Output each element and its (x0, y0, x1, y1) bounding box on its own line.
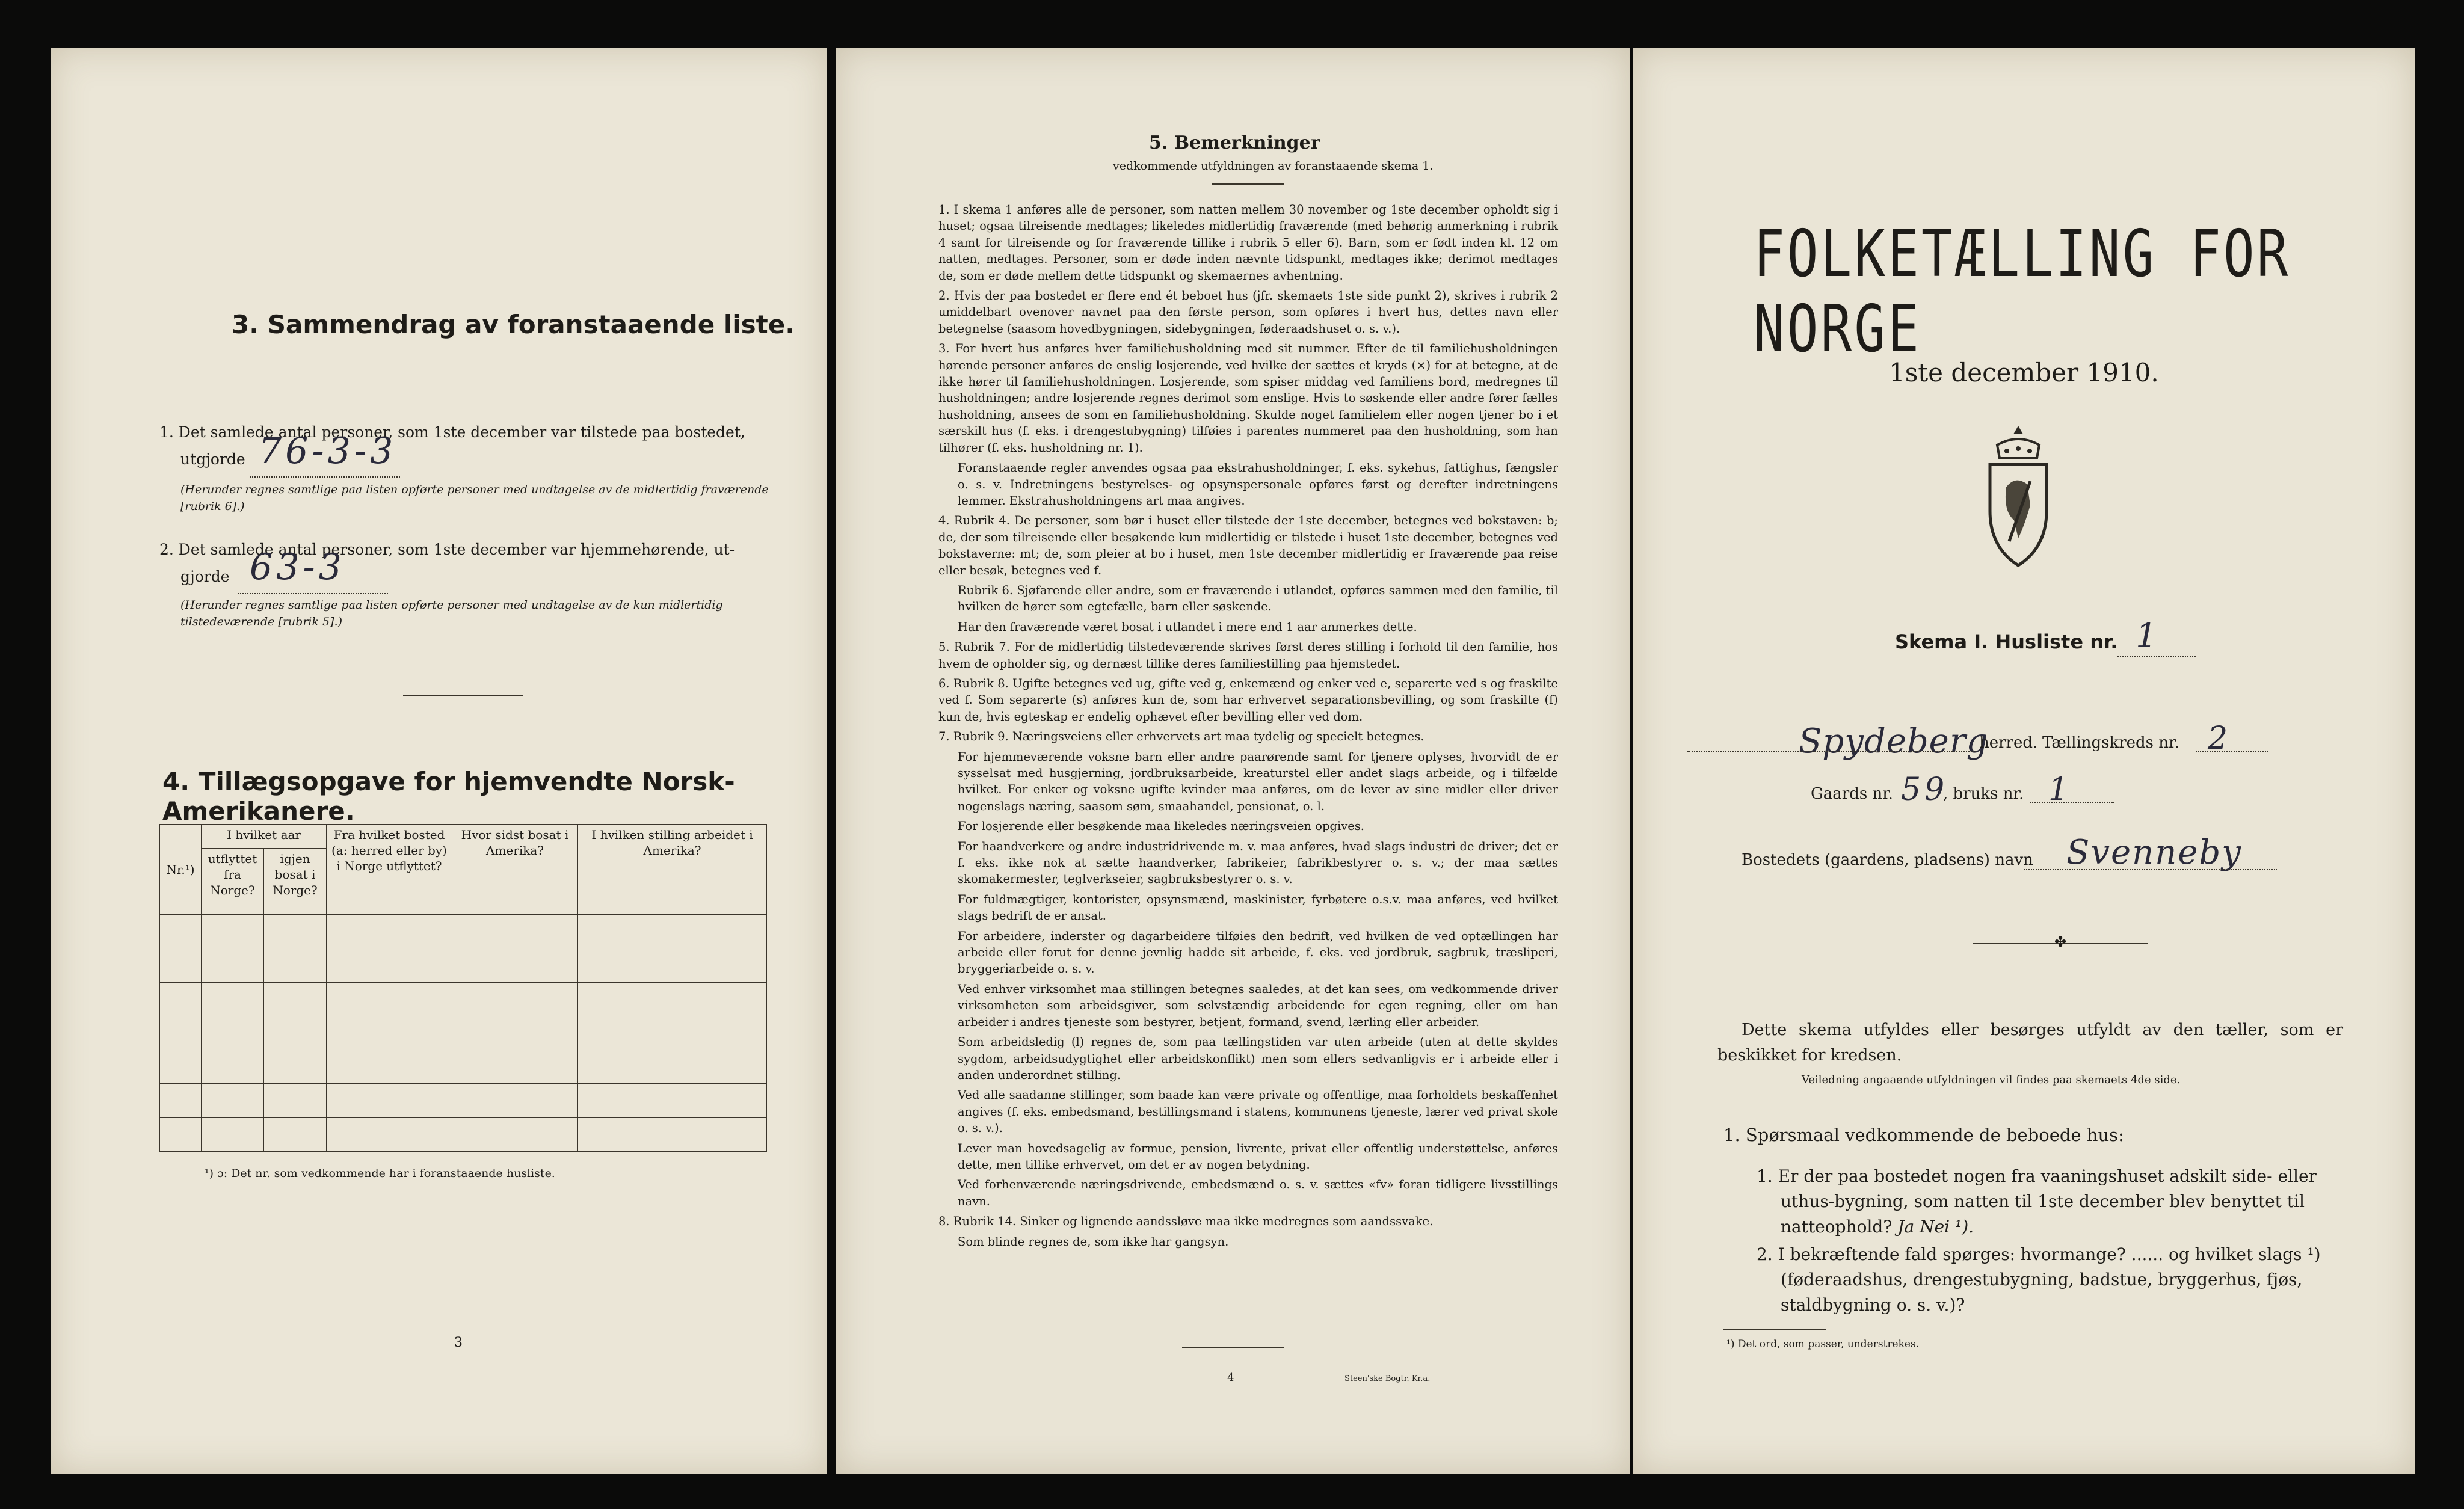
divider (403, 695, 523, 696)
question-2: 2. I bekræftende fald spørges: hvormange? ...... og hvilket slags ¹) (føderaadshus, drengestubygning, badstue, bryggerhus, fjøs, staldbygning o. s. v.)? (1757, 1244, 2321, 1315)
footnote-divider (1723, 1329, 1826, 1330)
table-row (160, 982, 767, 1016)
bruks-line (2030, 802, 2114, 804)
remark-item: Har den fraværende været bosat i utlandet i mere end 1 aar anmerkes dette. (958, 619, 1417, 634)
bruks-label: , bruks nr. (1943, 785, 2024, 803)
husliste-nr: 1 (2136, 616, 2161, 656)
col-stilling: I hvilken stilling arbeidet i Amerika? (578, 825, 767, 915)
bottom-divider (1182, 1347, 1284, 1348)
remarks-divider (1212, 183, 1284, 185)
remark-item: 4. Rubrik 4. De personer, som bør i huset eller tilstede der 1ste december, betegnes ved bokstaven: b; de, der som tilreisende eller besøkende kun midlertidig er tilstede i huset 1ste december, betegnes ved bokstaverne: mt; de, som pleier at bo i huset, men 1ste december midlertidig er fraværende paa reise eller besøk, betegnes ved f. (938, 514, 1558, 577)
item2-value: 63-3 (250, 546, 345, 588)
info-text: Dette skema utfyldes eller besørges utfyldt av den tæller, som er beskikket for kredsen. (1717, 1021, 2343, 1065)
question-section: 1. Spørsmaal vedkommende de beboede hus: (1723, 1125, 2124, 1145)
table-row (160, 1050, 767, 1084)
remark-item: 2. Hvis der paa bostedet er flere end ét beboet hus (jfr. skemaets 1ste side punkt 2), skrives i rubrik 2 umiddelbart ovenover navnet paa den første person, som opføres i hvert hus, dettes navn eller betegnelse (saasom hovedbygningen, sidebygningen, føderaadshuset o. s. v.). (938, 289, 1558, 336)
remark-item: 1. I skema 1 anføres alle de personer, som natten mellem 30 november og 1ste december opholdt sig i huset; ogsaa tilreisende medtages; likeledes midlertidig fraværende (med behørig anmerkning i rubrik 4 samt for tilreisende og for fraværende tillike i rubrik 5 eller 6). Barn, som er født inden kl. 12 om natten, medtages. Personer, som er døde inden nævnte tidspunkt, medtages ikke; derimot medtages de, som er døde mellem dette tidspunkt og skemaernes avhentning. (938, 203, 1558, 283)
remark-item: 6. Rubrik 8. Ugifte betegnes ved ug, gifte ved g, enkemænd og enker ved e, separerte ved s og fraskilte ved f. Som separerte (s) anføres kun de, som har erhvervet separationsbevilling, og som fraskilte (f) kun de, hvis egteskap er endelig ophævet efter bevilling eller ved dom. (938, 676, 1558, 724)
table-row (160, 1084, 767, 1117)
page3-footnote: ¹) ɔ: Det nr. som vedkommende har i foranstaaende husliste. (205, 1167, 555, 1180)
table-row (160, 1016, 767, 1050)
ornament-icon: ✤ (2054, 933, 2067, 950)
item2-note: (Herunder regnes samtlige paa listen opførte personer med undtagelse av de kun midlertidig tilstedeværende [rubrik 5].) (180, 598, 723, 628)
remark-item: Lever man hovedsagelig av formue, pension, livrente, privat eller offentlig understøttelse, anføres dette, men tillike erhvervet, om det er av nogen betydning. (958, 1141, 1558, 1172)
remark-item: For haandverkere og andre industridrivende m. v. maa anføres, hvad slags industri de driver; det er f. eks. ikke nok at sætte haandverker, fabrikeier, fabrikbestyrer o. s. v.; der maa sættes skomakermester, teglverkseier, sagbruksbestyrer o. s. v. (958, 839, 1558, 887)
remarks-subtitle: vedkommende utfyldningen av foranstaaende skema 1. (1113, 159, 1434, 173)
col-igjen: igjen bosat i Norge? (264, 849, 327, 915)
col-group: I hvilket aar (202, 825, 327, 849)
skema-label: Skema I. Husliste nr. (1895, 630, 2118, 653)
coat-of-arms-icon (1973, 421, 2063, 571)
remarks-title: 5. Bemerkninger (1149, 132, 1320, 153)
krets-label: Tællingskreds nr. (2042, 734, 2179, 752)
census-date: 1ste december 1910. (1889, 358, 2159, 387)
remark-item: Som blinde regnes de, som ikke har gangsyn. (958, 1234, 1229, 1249)
item2-line: 2. Det samlede antal personer, som 1ste december var hjemmehørende, ut- (159, 541, 735, 558)
remark-item: Foranstaaende regler anvendes ogsaa paa ekstrahusholdninger, f. eks. sykehus, fattighus, fængsler o. s. v. Indretningens bestyrelses- og opsynspersonale opføres først og derefter indretningens lemmer. Ekstrahusholdningens art maa angives. (958, 461, 1558, 508)
remark-item: 8. Rubrik 14. Sinker og lignende aandssløve maa ikke medregnes som aandssvake. (938, 1214, 1434, 1229)
col-nr: Nr.¹) (160, 825, 202, 915)
page-3 (51, 48, 827, 1474)
herred-line (1687, 751, 1976, 752)
question-1 (1757, 1164, 2370, 1240)
bosted-value: Svenneby (2066, 833, 2242, 872)
remarks-list (938, 201, 1558, 1253)
section-3-title: 3. Sammendrag av foranstaaende liste. (232, 310, 795, 339)
table-row (160, 915, 767, 948)
remark-item: For hjemmeværende voksne barn eller andre paarørende samt for tjenere oplyses, hvorvidt de er sysselsat med husgjerning, jordbruksarbeide, kreaturstel eller andet slags arbeide, og i tilfælde hvilket. For enker og voksne ugifte kvinder maa anføres, om de lever av sine midler eller driver nogenslags næring, saasom søm, smaahandel, pensionat, o. l. (958, 749, 1558, 813)
krets-value: 2 (2208, 721, 2232, 757)
census-title: FOLKETÆLLING FOR NORGE (1754, 217, 2291, 367)
item2-dotted-line (238, 593, 388, 595)
herred-label: herred. (1979, 734, 2038, 752)
herred-value: Spydeberg (1799, 722, 1989, 761)
husliste-line (2118, 656, 2196, 657)
remark-item: 3. For hvert hus anføres hver familiehusholdning med sit nummer. Efter de til familiehusholdningen hørende personer anføres de enslig losjerende, ved hvilke der sættes et kryds (×) for at betegne, at de ikke hører til familiehusholdningen. Losjerende, som spiser middag ved familiens bord, medregnes til husholdningen; andre losjerende regnes derimot som enslige. Hvis to søskende eller andre fører fælles husholdning, ansees de som en familiehusholdning. Skulde noget familielem eller nogen tjener bo i et særskilt hus (f. eks. i drengestubygning) tilføies i parentes nummeret paa den husholdning, som han tilhører (f. eks. husholdning nr. 1). (938, 342, 1558, 455)
gaards-value: 59 (1901, 772, 1948, 808)
page1-footnote: ¹) Det ord, som passer, understrekes. (1726, 1338, 1920, 1350)
page-4 (836, 48, 1630, 1474)
remark-item: Som arbeidsledig (l) regnes de, som paa tællingstiden var uten arbeide (uten at dette skyldes sygdom, arbeidsudygtighet eller arbeidskonflikt) men som ellers sedvanligvis er i arbeide eller i anden underordnet stilling. (958, 1035, 1558, 1082)
remark-item: 5. Rubrik 7. For de midlertidig tilstedeværende skrives først deres stilling i forhold til den familie, hos hvem de opholder sig, og dernæst tillike deres familiestilling paa hjemstedet. (938, 640, 1558, 671)
item1-label: utgjorde (180, 450, 245, 468)
section-4-title: 4. Tillægsopgave for hjemvendte Norsk-Amerikanere. (162, 767, 735, 826)
question-1-text: 1. Er der paa bostedet nogen fra vaaningshuset adskilt side- eller uthus-bygning, som natten til 1ste december blev benyttet til natteophold? (1757, 1166, 2317, 1237)
remark-item: For fuldmægtiger, kontorister, opsynsmænd, maskinister, fyrbøtere o.s.v. maa anføres, ved hvilket slags bedrift de er ansat. (958, 892, 1558, 923)
remark-item: 7. Rubrik 9. Næringsveiens eller erhvervets art maa tydelig og specielt betegnes. (938, 730, 1424, 744)
bosted-label: Bostedets (gaardens, pladsens) navn (1742, 851, 2033, 869)
table-row (160, 1117, 767, 1151)
item2-label: gjorde (180, 568, 230, 585)
bosted-line (2024, 869, 2277, 871)
item1-line: 1. Det samlede antal personer, som 1ste december var tilstede paa bostedet, (159, 423, 745, 441)
page3-number: 3 (454, 1335, 463, 1350)
col-hvor: Hvor sidst bosat i Amerika? (452, 825, 578, 915)
printer-mark: Steen'ske Bogtr. Kr.a. (1344, 1374, 1431, 1383)
remark-item: Ved forhenværende næringsdrivende, embedsmænd o. s. v. sættes «fv» foran tidligere livsstillings navn. (958, 1178, 1558, 1208)
table-row (160, 948, 767, 982)
remark-item: Rubrik 6. Sjøfarende eller andre, som er fraværende i utlandet, opføres sammen med den familie, til hvilken de hører som egtefælle, barn eller søskende. (958, 583, 1558, 614)
page4-number: 4 (1227, 1371, 1234, 1384)
remark-item: Ved enhver virksomhet maa stillingen betegnes saaledes, at det kan sees, om vedkommende driver virksomheten som arbeidsgiver, som selvstændig arbeidende for egen regning, eller om han arbeider i andres tjeneste som bestyrer, betjent, formand, svend, lærling eller arbeider. (958, 982, 1558, 1029)
item1-dotted-line (250, 476, 400, 478)
item1-note: (Herunder regnes samtlige paa listen opførte personer med undtagelse av de midlertidig fraværende [rubrik 6].) (180, 483, 769, 513)
remark-item: Ved alle saadanne stillinger, som baade kan være private og offentlige, maa forholdets beskaffenhet angives (f. eks. embedsmand, bestillingsmand i statens, kommunens tjeneste, lærer ved privat skole o. s. v.). (958, 1088, 1558, 1136)
col-utflyttet: utflyttet fra Norge? (202, 849, 264, 915)
remark-item: For arbeidere, inderster og dagarbeidere tilføies den bedrift, ved hvilken de ved optællingen har arbeide eller forut for denne jevnlig hadde sit arbeide, f. eks. ved jordbruk, sagbruk, træsliperi, bryggeriarbeide o. s. v. (958, 929, 1558, 976)
veiledning-text: Veiledning angaaende utfyldningen vil findes paa skemaets 4de side. (1802, 1074, 2181, 1086)
bruks-value: 1 (2048, 772, 2072, 808)
remark-item: For losjerende eller besøkende maa likeledes næringsveien opgives. (958, 819, 1364, 834)
item1-value: 76-3-3 (259, 430, 397, 472)
question-1-answer: Ja Nei ¹). (1897, 1217, 1974, 1237)
page-1 (1633, 48, 2415, 1474)
norsk-amerikanere-table (159, 824, 767, 1152)
krets-line (2196, 751, 2268, 752)
gaards-label: Gaards nr. (1811, 785, 1894, 803)
col-fra-bosted: Fra hvilket bosted (a: herred eller by) i Norge utflyttet? (327, 825, 452, 915)
